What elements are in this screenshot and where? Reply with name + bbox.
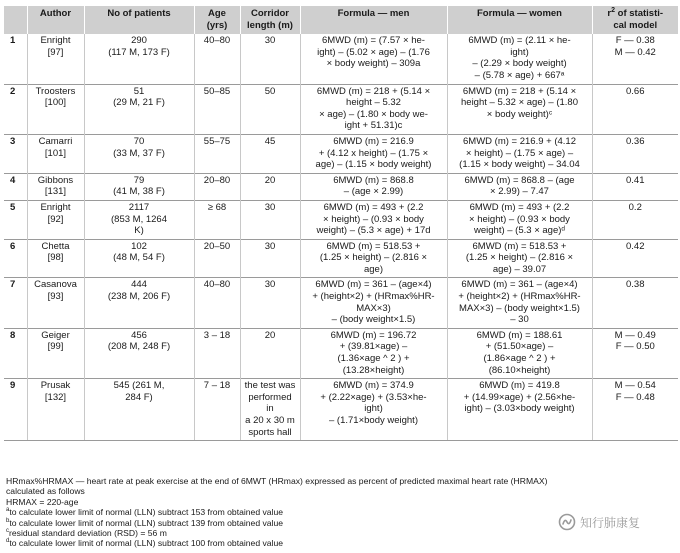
author-cell: Chetta [98] <box>27 239 84 278</box>
table-row <box>4 328 678 378</box>
r2-cell: 0.41 <box>592 173 678 200</box>
age-cell: 20–80 <box>194 173 240 200</box>
table-row <box>4 379 678 441</box>
header-r2-sup: 2 <box>611 6 616 14</box>
formula-women-cell: 6MWD (m) = 361 – (age×4) + (height×2) + (HRmax%HR- MAX×3) – (body weight×1.5) – 30 <box>447 278 592 328</box>
table-row <box>4 134 678 173</box>
r2-cell: 0.2 <box>592 200 678 239</box>
formula-women-cell: 6MWD (m) = 868.8 – (age × 2.99) – 7.47 <box>447 173 592 200</box>
row-number: 2 <box>4 84 27 134</box>
r2-cell: 0.38 <box>592 278 678 328</box>
patients-cell: 545 (261 M, 284 F) <box>84 379 194 441</box>
formula-men-cell: 6MWD (m) = 518.53 + (1.25 × height) – (2.816 × age) <box>300 239 447 278</box>
watermark <box>558 513 640 531</box>
footnote-a-mark: a <box>6 507 10 514</box>
footnote-a <box>6 507 566 517</box>
row-number: 1 <box>10 35 16 47</box>
header-author: Author <box>27 6 84 34</box>
formula-women-cell: 6MWD (m) = 419.8 + (14.99×age) + (2.56×he- ight) – (3.03×body weight) <box>447 379 592 441</box>
patients-cell: 79 (41 M, 38 F) <box>84 173 194 200</box>
table-header <box>4 6 678 34</box>
table-row <box>4 278 678 328</box>
corridor-cell: 30 <box>240 34 300 84</box>
header-r2 <box>592 6 678 34</box>
author-cell: Enright [92] <box>27 200 84 239</box>
watermark-text: 知行肺康复 <box>580 515 641 530</box>
formula-men-cell: 6MWD (m) = 868.8 – (age × 2.99) <box>300 173 447 200</box>
corridor-cell: 20 <box>240 173 300 200</box>
formula-men-cell: 6MWD (m) = 361 – (age×4) + (height×2) + (HRmax%HR- MAX×3) – (body weight×1.5) <box>300 278 447 328</box>
row-number: 4 <box>4 173 27 200</box>
author-cell: Prusak [132] <box>27 379 84 441</box>
wechat-channel-icon <box>558 513 576 531</box>
row-number: 9 <box>4 379 27 441</box>
table-row <box>4 34 678 84</box>
age-cell: 55–75 <box>194 134 240 173</box>
footnote-b <box>6 518 566 528</box>
header-men: Formula — men <box>300 6 447 34</box>
header-num <box>4 6 27 34</box>
age-cell: 40–80 <box>194 278 240 328</box>
age-cell: 7 – 18 <box>194 379 240 441</box>
header-age: Age (yrs) <box>194 6 240 34</box>
formula-women-cell: 6MWD (m) = 493 + (2.2 × height) – (0.93 × body weight) – (5.3 × age)ᵈ <box>447 200 592 239</box>
patients-cell: 70 (33 M, 37 F) <box>84 134 194 173</box>
r2-cell: M — 0.54 F — 0.48 <box>592 379 678 441</box>
header-corridor: Corridor length (m) <box>240 6 300 34</box>
footnote-c <box>6 528 566 538</box>
author-cell: Gibbons [131] <box>27 173 84 200</box>
patients-cell: 456 (208 M, 248 F) <box>84 328 194 378</box>
formula-women-cell: 6MWD (m) = 216.9 + (4.12 × height) – (1.75 × age) – (1.15 × body weight) – 34.04 <box>447 134 592 173</box>
author-cell: Troosters [100] <box>27 84 84 134</box>
reference-equations-table <box>4 6 678 441</box>
formula-men-cell: 6MWD (m) = 196.72 + (39.81×age) – (1.36×age ^ 2 ) + (13.28×height) <box>300 328 447 378</box>
footnote-d-text: to calculate lower limit of normal (LLN) subtract 100 from obtained value <box>9 538 284 549</box>
footnote-hrmax: HRmax%HRMAX — heart rate at peak exercise at the end of 6MWT (HRmax) expressed as percent of predicted maximal heart rate (HRMAX) calculated as follows HRMAX = 220-age <box>6 476 548 507</box>
footnote-c-mark: c <box>6 528 9 535</box>
footnote-b-mark: b <box>6 517 10 524</box>
table-row <box>4 239 678 278</box>
formula-men-cell: 6MWD (m) = 218 + (5.14 × height – 5.32 × age) – (1.80 × body we- ight + 51.31)c <box>300 84 447 134</box>
footnote-a-text: to calculate lower limit of normal (LLN) subtract 153 from obtained value <box>9 507 284 518</box>
formula-men-cell: 6MWD (m) = 216.9 + (4.12 x height) – (1.75 × age) – (1.15 × body weight) <box>300 134 447 173</box>
age-cell: ≥ 68 <box>194 200 240 239</box>
corridor-cell: 45 <box>240 134 300 173</box>
age-cell: 3 – 18 <box>194 328 240 378</box>
formula-men-cell: 6MWD (m) = 493 + (2.2 × height) – (0.93 × body weight) – (5.3 × age) + 17d <box>300 200 447 239</box>
corridor-cell: 20 <box>240 328 300 378</box>
r2-cell: 0.66 <box>592 84 678 134</box>
author-cell: Casanova [93] <box>27 278 84 328</box>
table-row <box>4 200 678 239</box>
row-number: 7 <box>4 278 27 328</box>
corridor-cell: 50 <box>240 84 300 134</box>
formula-men-cell: 6MWD (m) = (7.57 × he- ight) – (5.02 × age) – (1.76 × body weight) – 309a <box>300 34 447 84</box>
patients-cell: 2117 (853 M, 1264 K) <box>84 200 194 239</box>
footnote-d <box>6 538 566 548</box>
formula-women-cell: 6MWD (m) = 188.61 + (51.50×age) – (1.86×age ^ 2 ) + (86.10×height) <box>447 328 592 378</box>
table-row <box>4 84 678 134</box>
formula-women-cell: 6MWD (m) = 218 + (5.14 × height – 5.32 × age) – (1.80 × body weight)ᶜ <box>447 84 592 134</box>
age-cell: 20–50 <box>194 239 240 278</box>
author-cell: Geiger [99] <box>27 328 84 378</box>
row-number: 8 <box>4 328 27 378</box>
corridor-cell: 30 <box>240 278 300 328</box>
patients-cell: 444 (238 M, 206 F) <box>84 278 194 328</box>
corridor-cell: the test was performed in a 20 x 30 m sports hall <box>240 379 300 441</box>
r2-cell: 0.36 <box>592 134 678 173</box>
r2-cell: F — 0.38 M — 0.42 <box>592 34 678 84</box>
row-number: 3 <box>4 134 27 173</box>
corridor-cell: 30 <box>240 239 300 278</box>
age-cell: 50–85 <box>194 84 240 134</box>
age-cell: 40–80 <box>194 34 240 84</box>
r2-cell: 0.42 <box>592 239 678 278</box>
formula-men-cell: 6MWD (m) = 374.9 + (2.22×age) + (3.53×he- ight) – (1.71×body weight) <box>300 379 447 441</box>
r2-cell: M — 0.49 F — 0.50 <box>592 328 678 378</box>
header-patients: No of patients <box>84 6 194 34</box>
table-footnotes <box>6 476 566 549</box>
corridor-cell: 30 <box>240 200 300 239</box>
formula-women-cell: 6MWD (m) = 518.53 + (1.25 × height) – (2.816 × age) – 39.07 <box>447 239 592 278</box>
footnote-c-text: residual standard deviation (RSD) = 56 m <box>9 528 167 539</box>
patients-cell: 51 (29 M, 21 F) <box>84 84 194 134</box>
table-body <box>4 34 678 441</box>
author-cell: Enright [97] <box>27 34 84 84</box>
author-cell: Camarri [101] <box>27 134 84 173</box>
header-r2-post: of statisti- cal model <box>613 8 664 31</box>
patients-cell: 102 (48 M, 54 F) <box>84 239 194 278</box>
row-number: 6 <box>4 239 27 278</box>
formula-women-cell: 6MWD (m) = (2.11 × he- ight) – (2.29 × body weight) – (5.78 × age) + 667ᵃ <box>447 34 592 84</box>
header-r2-pre: r <box>607 8 612 19</box>
header-women: Formula — women <box>447 6 592 34</box>
footnote-d-mark: d <box>6 538 10 545</box>
row-number: 5 <box>4 200 27 239</box>
patients-cell: 290 (117 M, 173 F) <box>84 34 194 84</box>
table-row <box>4 173 678 200</box>
footnote-b-text: to calculate lower limit of normal (LLN) subtract 139 from obtained value <box>9 517 284 528</box>
